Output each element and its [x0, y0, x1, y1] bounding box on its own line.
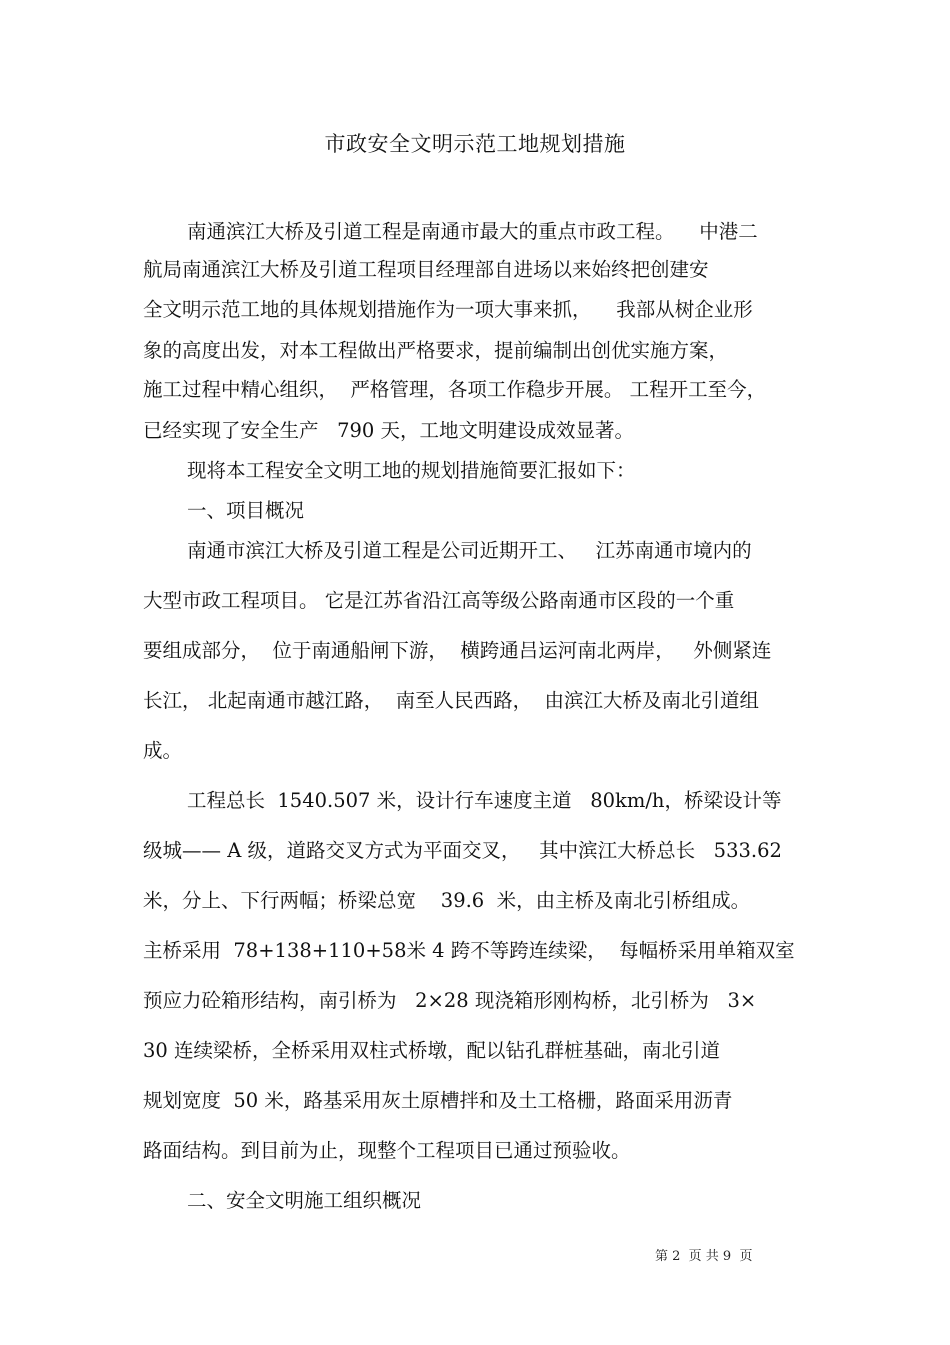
- body-line: 30 连续梁桥，全桥采用双柱式桥墩，配以钻孔群桩基础，南北引道: [143, 1039, 721, 1062]
- body-line: 主桥采用 78+138+110+58米 4 跨不等跨连续梁， 每幅桥采用单箱双室: [143, 939, 795, 962]
- body-line: 米，分上、下行两幅；桥梁总宽 39.6 米，由主桥及南北引桥组成。: [143, 889, 751, 912]
- body-line: 成。: [143, 739, 183, 762]
- body-line: 预应力砼箱形结构，南引桥为 2×28 现浇箱形刚构桥，北引桥为 3×: [143, 989, 757, 1012]
- page-number-footer: 第 2 页 共 9 页: [655, 1249, 753, 1264]
- body-line: 全文明示范工地的具体规划措施作为一项大事来抓， 我部从树企业形: [143, 298, 753, 321]
- body-line: 航局南通滨江大桥及引道工程项目经理部自进场以来始终把创建安: [143, 258, 709, 281]
- body-line: 已经实现了安全生产 790 天，工地文明建设成效显著。: [143, 419, 635, 442]
- body-line: 规划宽度 50 米，路基采用灰土原槽拌和及土工格栅，路面采用沥青: [143, 1089, 733, 1112]
- body-line: 现将本工程安全文明工地的规划措施简要汇报如下：: [187, 459, 636, 482]
- section-heading: 一、项目概况: [187, 499, 305, 522]
- body-line: 要组成部分， 位于南通船闸下游， 横跨通吕运河南北两岸， 外侧紧连: [143, 639, 772, 662]
- body-line: 施工过程中精心组织， 严格管理，各项工作稳步开展。 工程开工至今，: [143, 378, 767, 401]
- body-line: 象的高度出发，对本工程做出严格要求，提前编制出创优实施方案，: [143, 339, 729, 362]
- body-line: 大型市政工程项目。 它是江苏省沿江高等级公路南通市区段的一个重: [143, 589, 735, 612]
- section-heading: 二、安全文明施工组织概况: [187, 1189, 422, 1212]
- body-line: 工程总长 1540.507 米，设计行车速度主道 80km/h，桥梁设计等: [187, 789, 782, 812]
- body-line: 南通市滨江大桥及引道工程是公司近期开工、 江苏南通市境内的: [187, 539, 752, 562]
- body-line: 级城—— A 级，道路交叉方式为平面交叉， 其中滨江大桥总长 533.62: [143, 839, 782, 862]
- body-line: 路面结构。到目前为止，现整个工程项目已通过预验收。: [143, 1139, 631, 1162]
- body-line: 长江， 北起南通市越江路， 南至人民西路， 由滨江大桥及南北引道组: [143, 689, 759, 712]
- document-title: 市政安全文明示范工地规划措施: [324, 132, 626, 156]
- body-line: 南通滨江大桥及引道工程是南通市最大的重点市政工程。 中港二: [187, 220, 758, 243]
